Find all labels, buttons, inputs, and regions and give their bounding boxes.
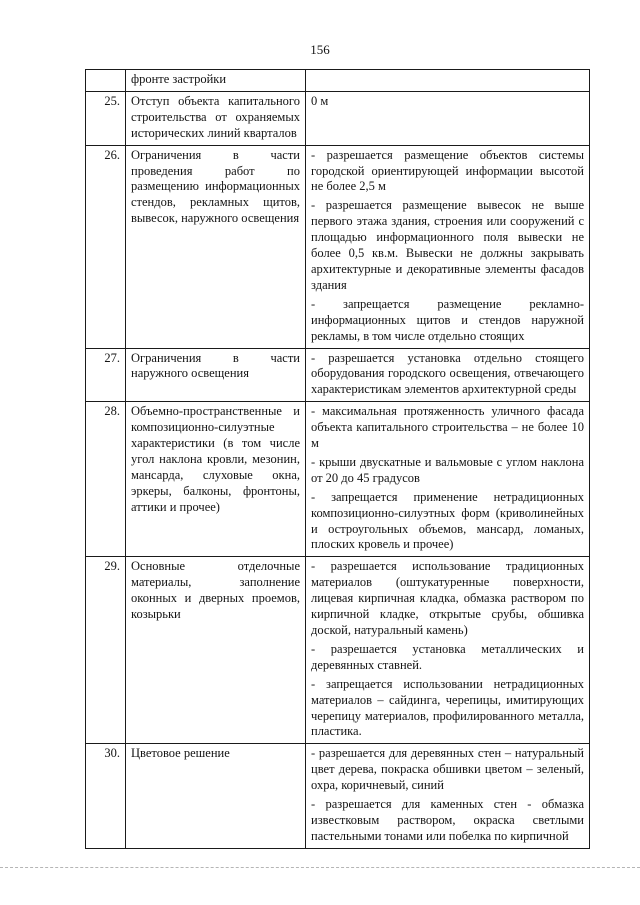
page-number: 156: [310, 42, 330, 57]
parameter-value: [306, 744, 590, 848]
regulations-table: [85, 69, 590, 849]
row-number: 26.: [86, 145, 126, 348]
table-row: [86, 70, 590, 92]
value-item: - разрешается для деревянных стен – натуральный цвет дерева, покраска обшивки цветом – зеленый, охра, коричневый, синий: [311, 746, 584, 793]
row-number: 28.: [86, 402, 126, 557]
parameter-name: Ограничения в части проведения работ по размещению информационных стендов, рекламных щитов, вывесок, наружного освещения: [126, 145, 306, 348]
parameter-name: фронте застройки: [126, 70, 306, 92]
regulations-table-body: [86, 70, 590, 849]
table-row: [86, 91, 590, 145]
parameter-name: Цветовое решение: [126, 744, 306, 848]
table-row: [86, 557, 590, 744]
value-item: - разрешается установка металлических и деревянных ставней.: [311, 641, 584, 672]
value-item: - разрешается установка отдельно стоящего оборудования городского освещения, отвечающего характеристикам элементов архитектурной среды: [311, 350, 584, 397]
parameter-value: [306, 91, 590, 145]
value-item: - запрещается использовании нетрадиционных материалов – сайдинга, черепицы, имитирующих черепицу материалов, профилированного металла, пластика.: [311, 676, 584, 739]
scan-edge-line: [0, 867, 640, 868]
value-item: - разрешается для каменных стен - обмазка известковым раствором, окраска светлыми пастельными тонами или побелка по кирпичной: [311, 797, 584, 843]
row-number: 29.: [86, 557, 126, 744]
value-item: - запрещается применение нетрадиционных композиционно-силуэтных форм (криволинейных и остроугольных объемов, мансард, ломаных, плоских кровель и прочее): [311, 489, 584, 552]
value-item: - разрешается размещение вывесок не выше первого этажа здания, строения или сооружений с площадью информационного поля вывески не более 0,5 кв.м. Вывески не должны закрывать архитектурные и декоративные элементы фасадов здания: [311, 198, 584, 292]
value-item: - максимальная протяженность уличного фасада объекта капитального строительства – не более 10 м: [311, 404, 584, 451]
value-item: - разрешается использование традиционных материалов (оштукатуренные поверхности, лицевая кирпичная кладка, обмазка раствором по кирпичной кладке, открытые срубы, обшивка доской, натуральный камень): [311, 559, 584, 637]
parameter-value: [306, 557, 590, 744]
parameter-name: Отступ объекта капитального строительства от охраняемых исторических линий кварталов: [126, 91, 306, 145]
parameter-value: [306, 402, 590, 557]
row-number: 25.: [86, 91, 126, 145]
parameter-name: Основные отделочные материалы, заполнение оконных и дверных проемов, козырьки: [126, 557, 306, 744]
row-number: 27.: [86, 348, 126, 402]
table-row: [86, 402, 590, 557]
parameter-name: Ограничения в части наружного освещения: [126, 348, 306, 402]
table-row: [86, 744, 590, 848]
table-row: [86, 145, 590, 348]
parameter-value: [306, 145, 590, 348]
table-row: [86, 348, 590, 402]
parameter-value: [306, 70, 590, 92]
value-item: - разрешается размещение объектов системы городской ориентирующей информации высотой не более 2,5 м: [311, 147, 584, 194]
row-number: 30.: [86, 744, 126, 848]
parameter-value: [306, 348, 590, 402]
value-item: 0 м: [311, 93, 329, 108]
row-number: [86, 70, 126, 92]
parameter-name: Объемно-пространственные и композиционно-силуэтные характеристики (в том числе угол наклона кровли, мезонин, мансарда, слуховые окна, эркеры, балконы, фронтоны, аттики и прочее): [126, 402, 306, 557]
value-item: - запрещается размещение рекламно-информационных щитов и стендов наружной рекламы, в том числе отдельно стоящих: [311, 296, 584, 343]
value-item: - крыши двускатные и вальмовые с углом наклона от 20 до 45 градусов: [311, 454, 584, 485]
